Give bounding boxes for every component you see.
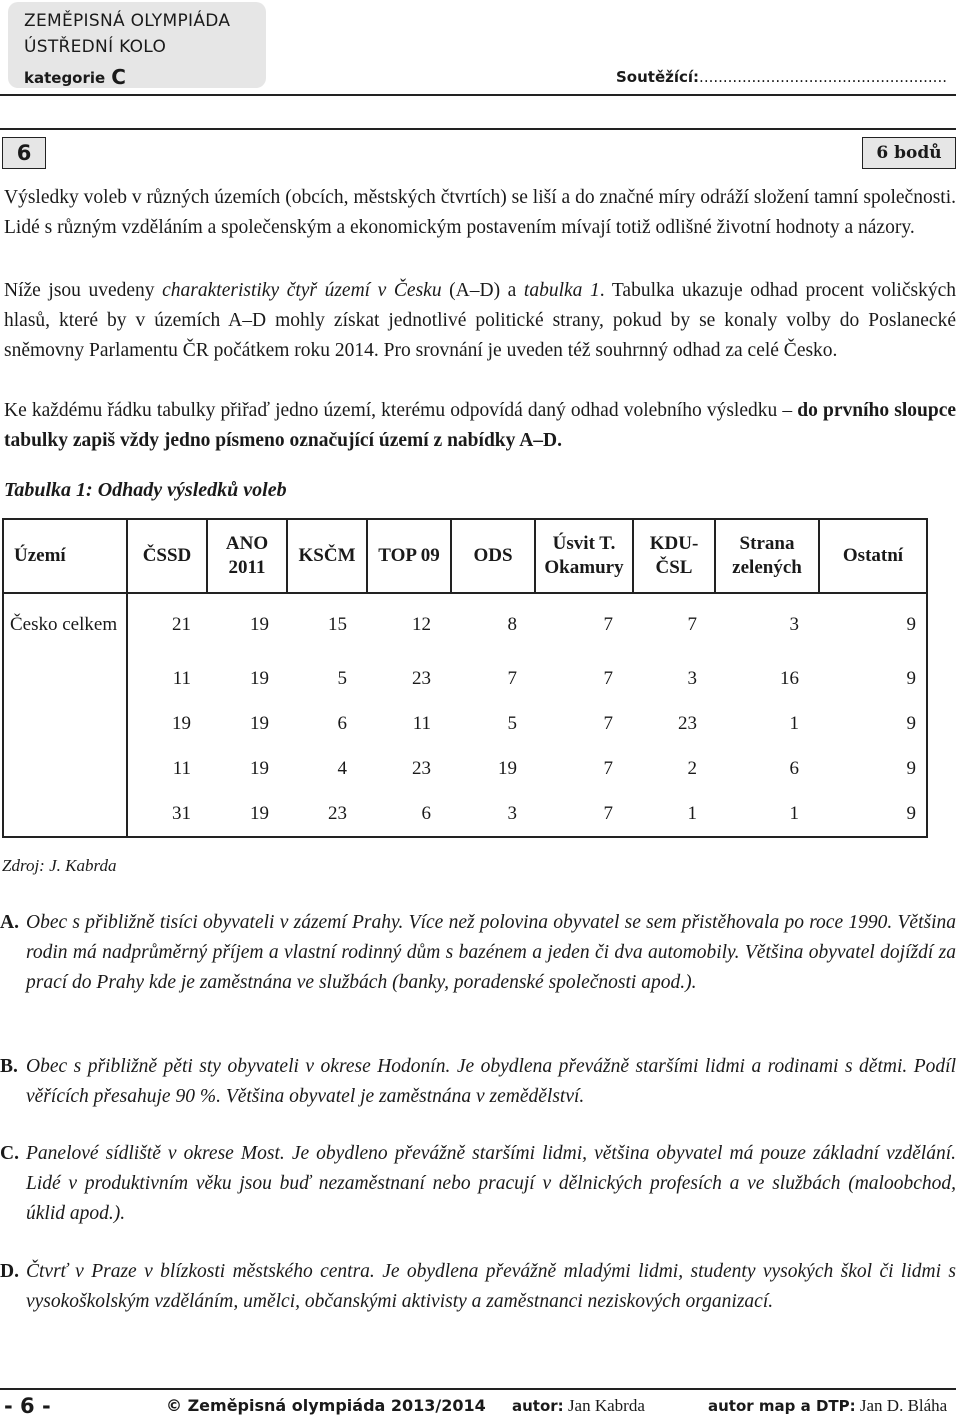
- value-cell: 19: [250, 712, 269, 734]
- value-cell: 16: [780, 667, 799, 689]
- value-cell: 19: [498, 757, 517, 779]
- footer-copyright: © Zeměpisná olympiáda 2013/2014: [166, 1396, 486, 1415]
- value-cell: 19: [172, 712, 191, 734]
- footer-author: [512, 1396, 645, 1416]
- header-cell: [535, 519, 633, 593]
- value-cell: 11: [172, 757, 191, 779]
- value-cell: 7: [687, 614, 697, 635]
- header-cell: Ostatní: [819, 519, 927, 593]
- page-number: - 6 -: [4, 1394, 51, 1418]
- value-cell: 6: [789, 757, 799, 779]
- value-cell: 9: [819, 746, 927, 791]
- value-cell: 3: [687, 667, 697, 689]
- intro-p2-italic-2: tabulka 1: [523, 280, 600, 301]
- value-cell: 11: [172, 667, 191, 689]
- area-answer-cell[interactable]: [3, 746, 127, 791]
- header-cell: ODS: [451, 519, 535, 593]
- value-cell: 19: [207, 791, 287, 837]
- value-cell: 7: [603, 757, 613, 779]
- value-cell: 1: [789, 712, 799, 734]
- value-cell: 6: [337, 712, 347, 734]
- value-cell: 12: [412, 614, 431, 635]
- option-b: [0, 1052, 956, 1112]
- value-cell: 7: [603, 667, 613, 689]
- header-category: [24, 64, 126, 88]
- header-cell: [715, 519, 819, 593]
- intro-p3-text: Ke každému řádku tabulky přiřaď jedno území, kterému odpovídá daný odhad volebního výsledku –: [4, 400, 793, 421]
- competition-header: [8, 2, 266, 88]
- author-name: Jan Kabrda: [567, 1396, 645, 1415]
- header-cell: Území: [3, 519, 127, 593]
- divider-line: [0, 94, 956, 96]
- option-text: Obec s přibližně tisíci obyvateli v zázemí Prahy. Více než polovina obyvatel se sem přistěhovala po roce 1990. Většina rodin má nadprůměrný příjem a vlastní rodinný dům s bazénem a jeden či dva automobily. Většina obyvatel dojíždí za prací do Prahy kde je zaměstnána ve službách (banky, poradenské společnosti apod.).: [26, 912, 956, 993]
- value-cell: 3: [451, 791, 535, 837]
- header-cell: [207, 519, 287, 593]
- value-cell: 9: [819, 593, 927, 656]
- header-cell-text: KDU-ČSL: [649, 533, 699, 578]
- header-cell-text: Úsvit T. Okamury: [544, 533, 624, 578]
- dtp-label: autor map a DTP:: [708, 1397, 856, 1415]
- intro-paragraph-2: [4, 276, 956, 366]
- value-cell: 19: [250, 757, 269, 779]
- value-cell: 19: [250, 667, 269, 689]
- divider-line: [0, 128, 956, 130]
- intro-paragraph-1: Výsledky voleb v různých územích (obcích, městských čtvrtích) se liší a do značné míry odráží složení tamní společnosti. Lidé s různým vzděláním a společenským a ekonomickým postavením mívají totiž odlišné životní hodnoty a názory.: [4, 187, 956, 238]
- header-cell: KSČM: [287, 519, 367, 593]
- value-cell: 11: [412, 712, 431, 734]
- option-letter: B.: [0, 1056, 18, 1077]
- intro-paragraph-3: [4, 396, 956, 456]
- table-row: [3, 791, 927, 837]
- area-answer-cell[interactable]: [3, 701, 127, 746]
- area-answer-cell[interactable]: [3, 791, 127, 837]
- value-cell: 2: [687, 757, 697, 779]
- option-text: Čtvrť v Praze v blízkosti městského centra. Je obydlena převážně mladými lidmi, studenty vysokých škol či lidmi s vysokoškolským vzděláním, umělci, občanskými aktivisty a zaměstnanci neziskových organizací.: [26, 1261, 956, 1312]
- table-source: Zdroj: J. Kabrda: [2, 856, 117, 875]
- table-row: [3, 746, 927, 791]
- value-cell: 7: [535, 791, 633, 837]
- value-cell: 4: [337, 757, 347, 779]
- results-table: [2, 518, 928, 838]
- table-row: [3, 593, 927, 656]
- value-cell: 1: [633, 791, 715, 837]
- value-cell: 8: [507, 614, 517, 635]
- value-cell: 9: [819, 701, 927, 746]
- dtp-name: Jan D. Bláha: [859, 1396, 948, 1415]
- table-row: [3, 701, 927, 746]
- table-title: Tabulka 1: Odhady výsledků voleb: [4, 479, 287, 501]
- intro-p2-rest: . Tabulka ukazuje odhad procent voličských hlasů, které by v územích A–D mohly získat jednotlivé politické strany, pokud by se konaly volby do Poslanecké sněmovny Parlamentu ČR počátkem roku 2014. Pro srovnání je uveden též souhrnný odhad za celé Česko.: [4, 280, 956, 361]
- option-letter: C.: [0, 1143, 19, 1164]
- value-cell: 23: [678, 712, 697, 734]
- value-cell: 5: [337, 667, 347, 689]
- header-cell: ČSSD: [127, 519, 207, 593]
- task-number: 6: [2, 137, 46, 169]
- value-cell: 31: [127, 791, 207, 837]
- value-cell: 7: [603, 712, 613, 734]
- value-cell: 9: [819, 656, 927, 701]
- option-d: [0, 1257, 956, 1317]
- author-label: autor:: [512, 1397, 564, 1415]
- value-cell: 21: [172, 614, 191, 635]
- header-cell-text: Strana zelených: [732, 533, 802, 578]
- option-text: Panelové sídliště v okrese Most. Je obydleno převážně staršími lidmi, většina obyvatel má pouze základní vzdělání. Lidé v produktivním věku jsou buď nezaměstnaní nebo pracují v dělnických profesích a ve službách (maloobchod, úklid apod.).: [26, 1143, 956, 1224]
- value-cell: 23: [412, 757, 431, 779]
- option-text: Obec s přibližně pěti sty obyvateli v okrese Hodonín. Je obydlena převážně staršími lidmi a rodinami s dětmi. Podíl věřících přesahuje 90 %. Většina obyvatel je zaměstnána v zemědělství.: [26, 1056, 956, 1107]
- header-title: ZEMĚPISNÁ OLYMPIÁDA: [24, 11, 231, 31]
- value-cell: 9: [819, 791, 927, 837]
- value-cell: 23: [412, 667, 431, 689]
- footer-dtp: [708, 1396, 947, 1416]
- contestant-dots: ....................................................: [699, 68, 947, 86]
- category-letter: C: [111, 65, 126, 89]
- option-c: [0, 1139, 956, 1229]
- footer-divider: [0, 1388, 956, 1390]
- option-a: [0, 908, 956, 998]
- option-letter: A.: [0, 912, 19, 933]
- contestant-label: Soutěžící:: [616, 68, 700, 86]
- area-answer-cell[interactable]: [3, 656, 127, 701]
- category-label: kategorie: [24, 69, 106, 87]
- value-cell: 19: [250, 614, 269, 635]
- area-cell: Česko celkem: [3, 593, 127, 656]
- value-cell: 1: [715, 791, 819, 837]
- header-cell: [633, 519, 715, 593]
- header-cell-text: ANO 2011: [225, 533, 269, 578]
- intro-p2-start: Níže jsou uvedeny: [4, 280, 163, 301]
- value-cell: 3: [789, 614, 799, 635]
- value-cell: 23: [287, 791, 367, 837]
- value-cell: 5: [507, 712, 517, 734]
- value-cell: 7: [507, 667, 517, 689]
- task-points: 6 bodů: [862, 137, 956, 169]
- value-cell: 7: [603, 614, 613, 635]
- value-cell: 15: [328, 614, 347, 635]
- table-header-row: [3, 519, 927, 593]
- option-letter: D.: [0, 1261, 19, 1282]
- table-row: [3, 656, 927, 701]
- header-cell: TOP 09: [367, 519, 451, 593]
- page-footer: [0, 1394, 960, 1420]
- intro-p2-italic-1: charakteristiky čtyř území v Česku: [162, 280, 442, 301]
- intro-p3-instruction: do prvního sloupce tabulky zapiš vždy jedno písmeno označující území z nabídky A–D.: [4, 400, 956, 451]
- value-cell: 6: [367, 791, 451, 837]
- intro-p2-mid: (A–D) a: [441, 280, 524, 301]
- header-round: ÚSTŘEDNÍ KOLO: [24, 37, 167, 57]
- contestant-field: [616, 68, 956, 86]
